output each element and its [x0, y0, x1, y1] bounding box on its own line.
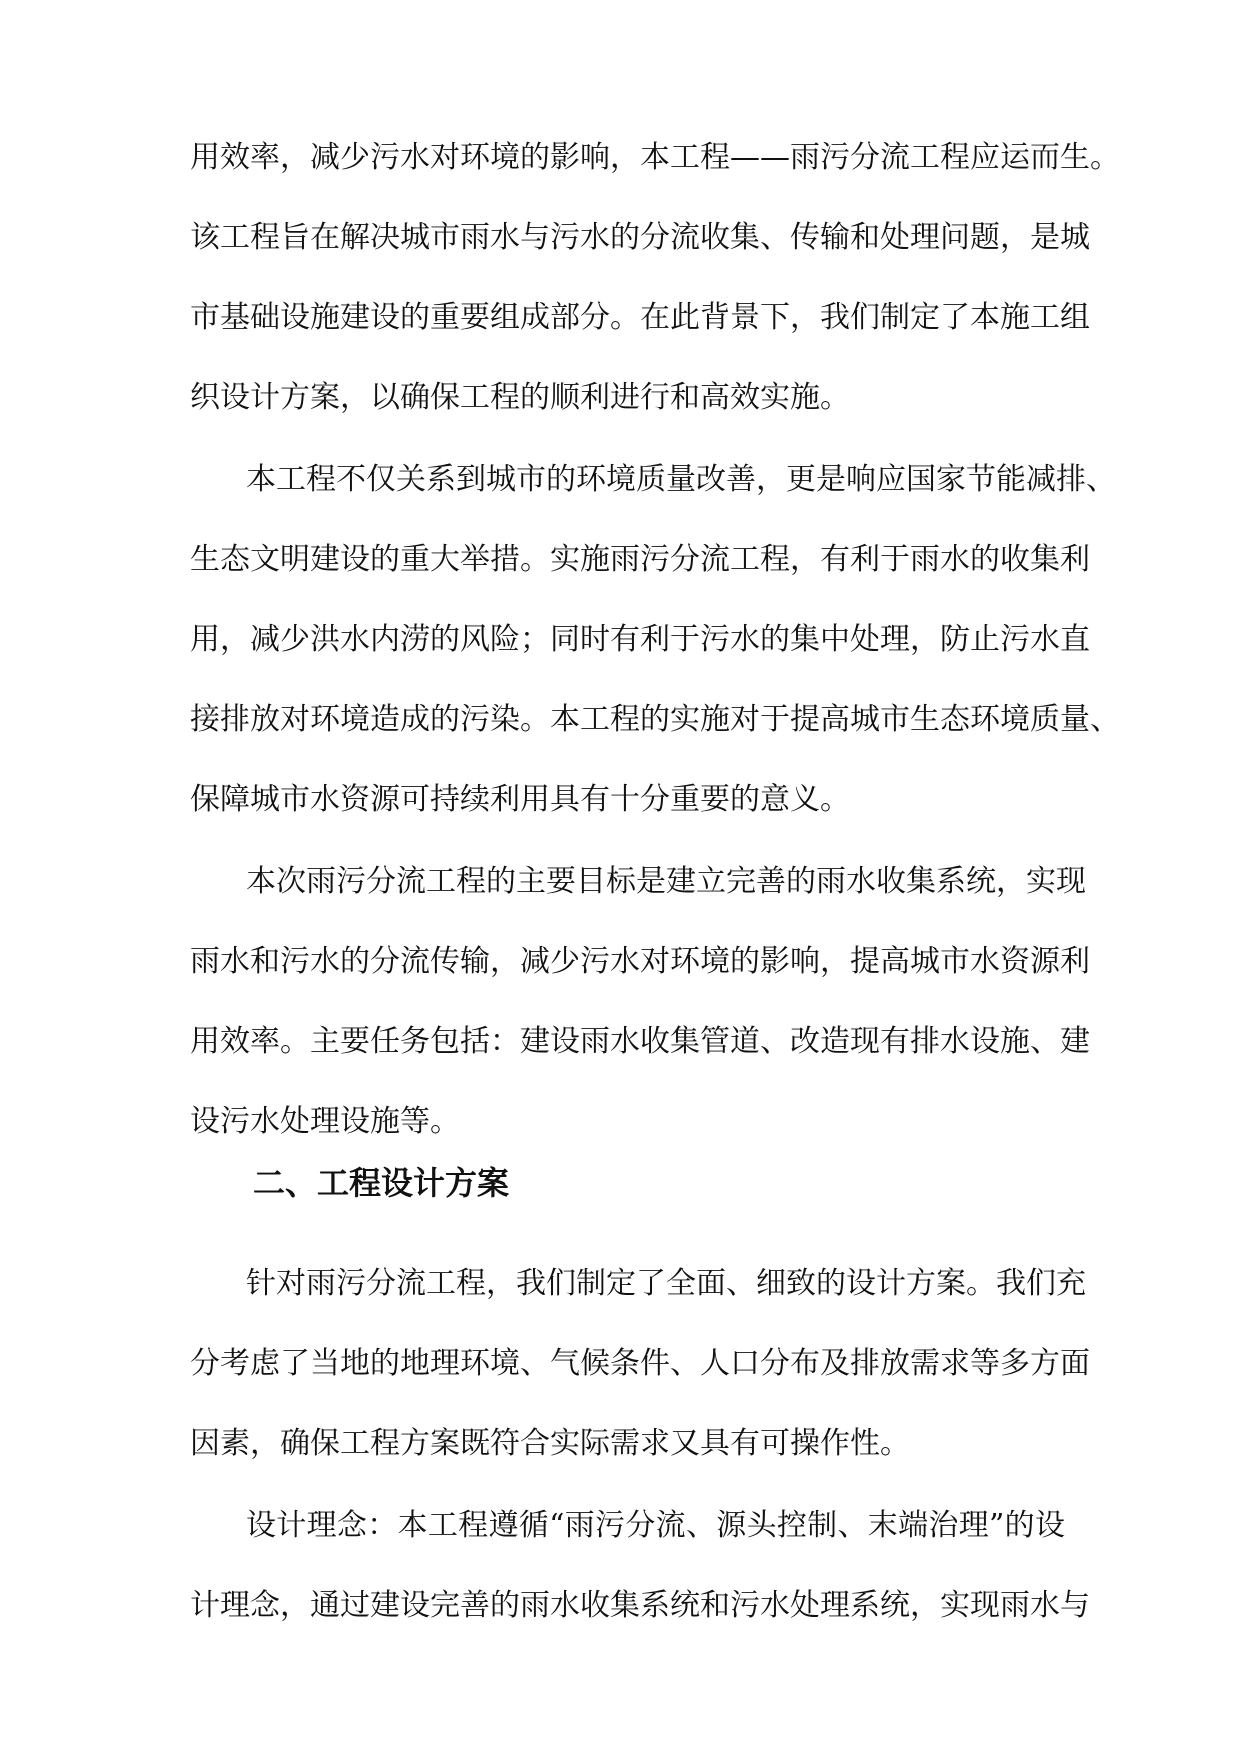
paragraph-3-line-2: 雨水和污水的分流传输，减少污水对环境的影响，提高城市水资源利 — [190, 944, 1090, 979]
paragraph-2-line-2: 生态文明建设的重大举措。实施雨污分流工程，有利于雨水的收集利 — [190, 542, 1090, 577]
paragraph-4-line-2: 分考虑了当地的地理环境、气候条件、人口分布及排放需求等多方面 — [190, 1346, 1090, 1381]
paragraph-4-line-1: 针对雨污分流工程，我们制定了全面、细致的设计方案。我们充 — [246, 1266, 1086, 1301]
paragraph-3-line-4: 设污水处理设施等。 — [190, 1104, 460, 1139]
section-heading: 二、工程设计方案 — [253, 1164, 510, 1202]
paragraph-1-line-3: 市基础设施建设的重要组成部分。在此背景下，我们制定了本施工组 — [190, 300, 1090, 335]
paragraph-2-line-4: 接排放对环境造成的污染。本工程的实施对于提高城市生态环境质量、 — [190, 702, 1120, 737]
paragraph-2-line-1: 本工程不仅关系到城市的环境质量改善，更是响应国家节能减排、 — [246, 462, 1116, 497]
paragraph-1-line-1: 用效率，减少污水对环境的影响，本工程——雨污分流工程应运而生。 — [190, 140, 1120, 175]
paragraph-4-line-3: 因素，确保工程方案既符合实际需求又具有可操作性。 — [190, 1426, 910, 1461]
paragraph-1-line-4: 织设计方案，以确保工程的顺利进行和高效实施。 — [190, 380, 850, 415]
paragraph-3-line-3: 用效率。主要任务包括：建设雨水收集管道、改造现有排水设施、建 — [190, 1024, 1090, 1059]
paragraph-3-line-1: 本次雨污分流工程的主要目标是建立完善的雨水收集系统，实现 — [246, 864, 1086, 899]
paragraph-2-line-5: 保障城市水资源可持续利用具有十分重要的意义。 — [190, 782, 850, 817]
paragraph-2-line-3: 用，减少洪水内涝的风险；同时有利于污水的集中处理，防止污水直 — [190, 622, 1090, 657]
paragraph-1-line-2: 该工程旨在解决城市雨水与污水的分流收集、传输和处理问题，是城 — [190, 220, 1090, 255]
paragraph-5-line-2: 计理念，通过建设完善的雨水收集系统和污水处理系统，实现雨水与 — [190, 1588, 1090, 1623]
paragraph-5-line-1: 设计理念：本工程遵循“雨污分流、源头控制、末端治理”的设 — [246, 1508, 1065, 1543]
